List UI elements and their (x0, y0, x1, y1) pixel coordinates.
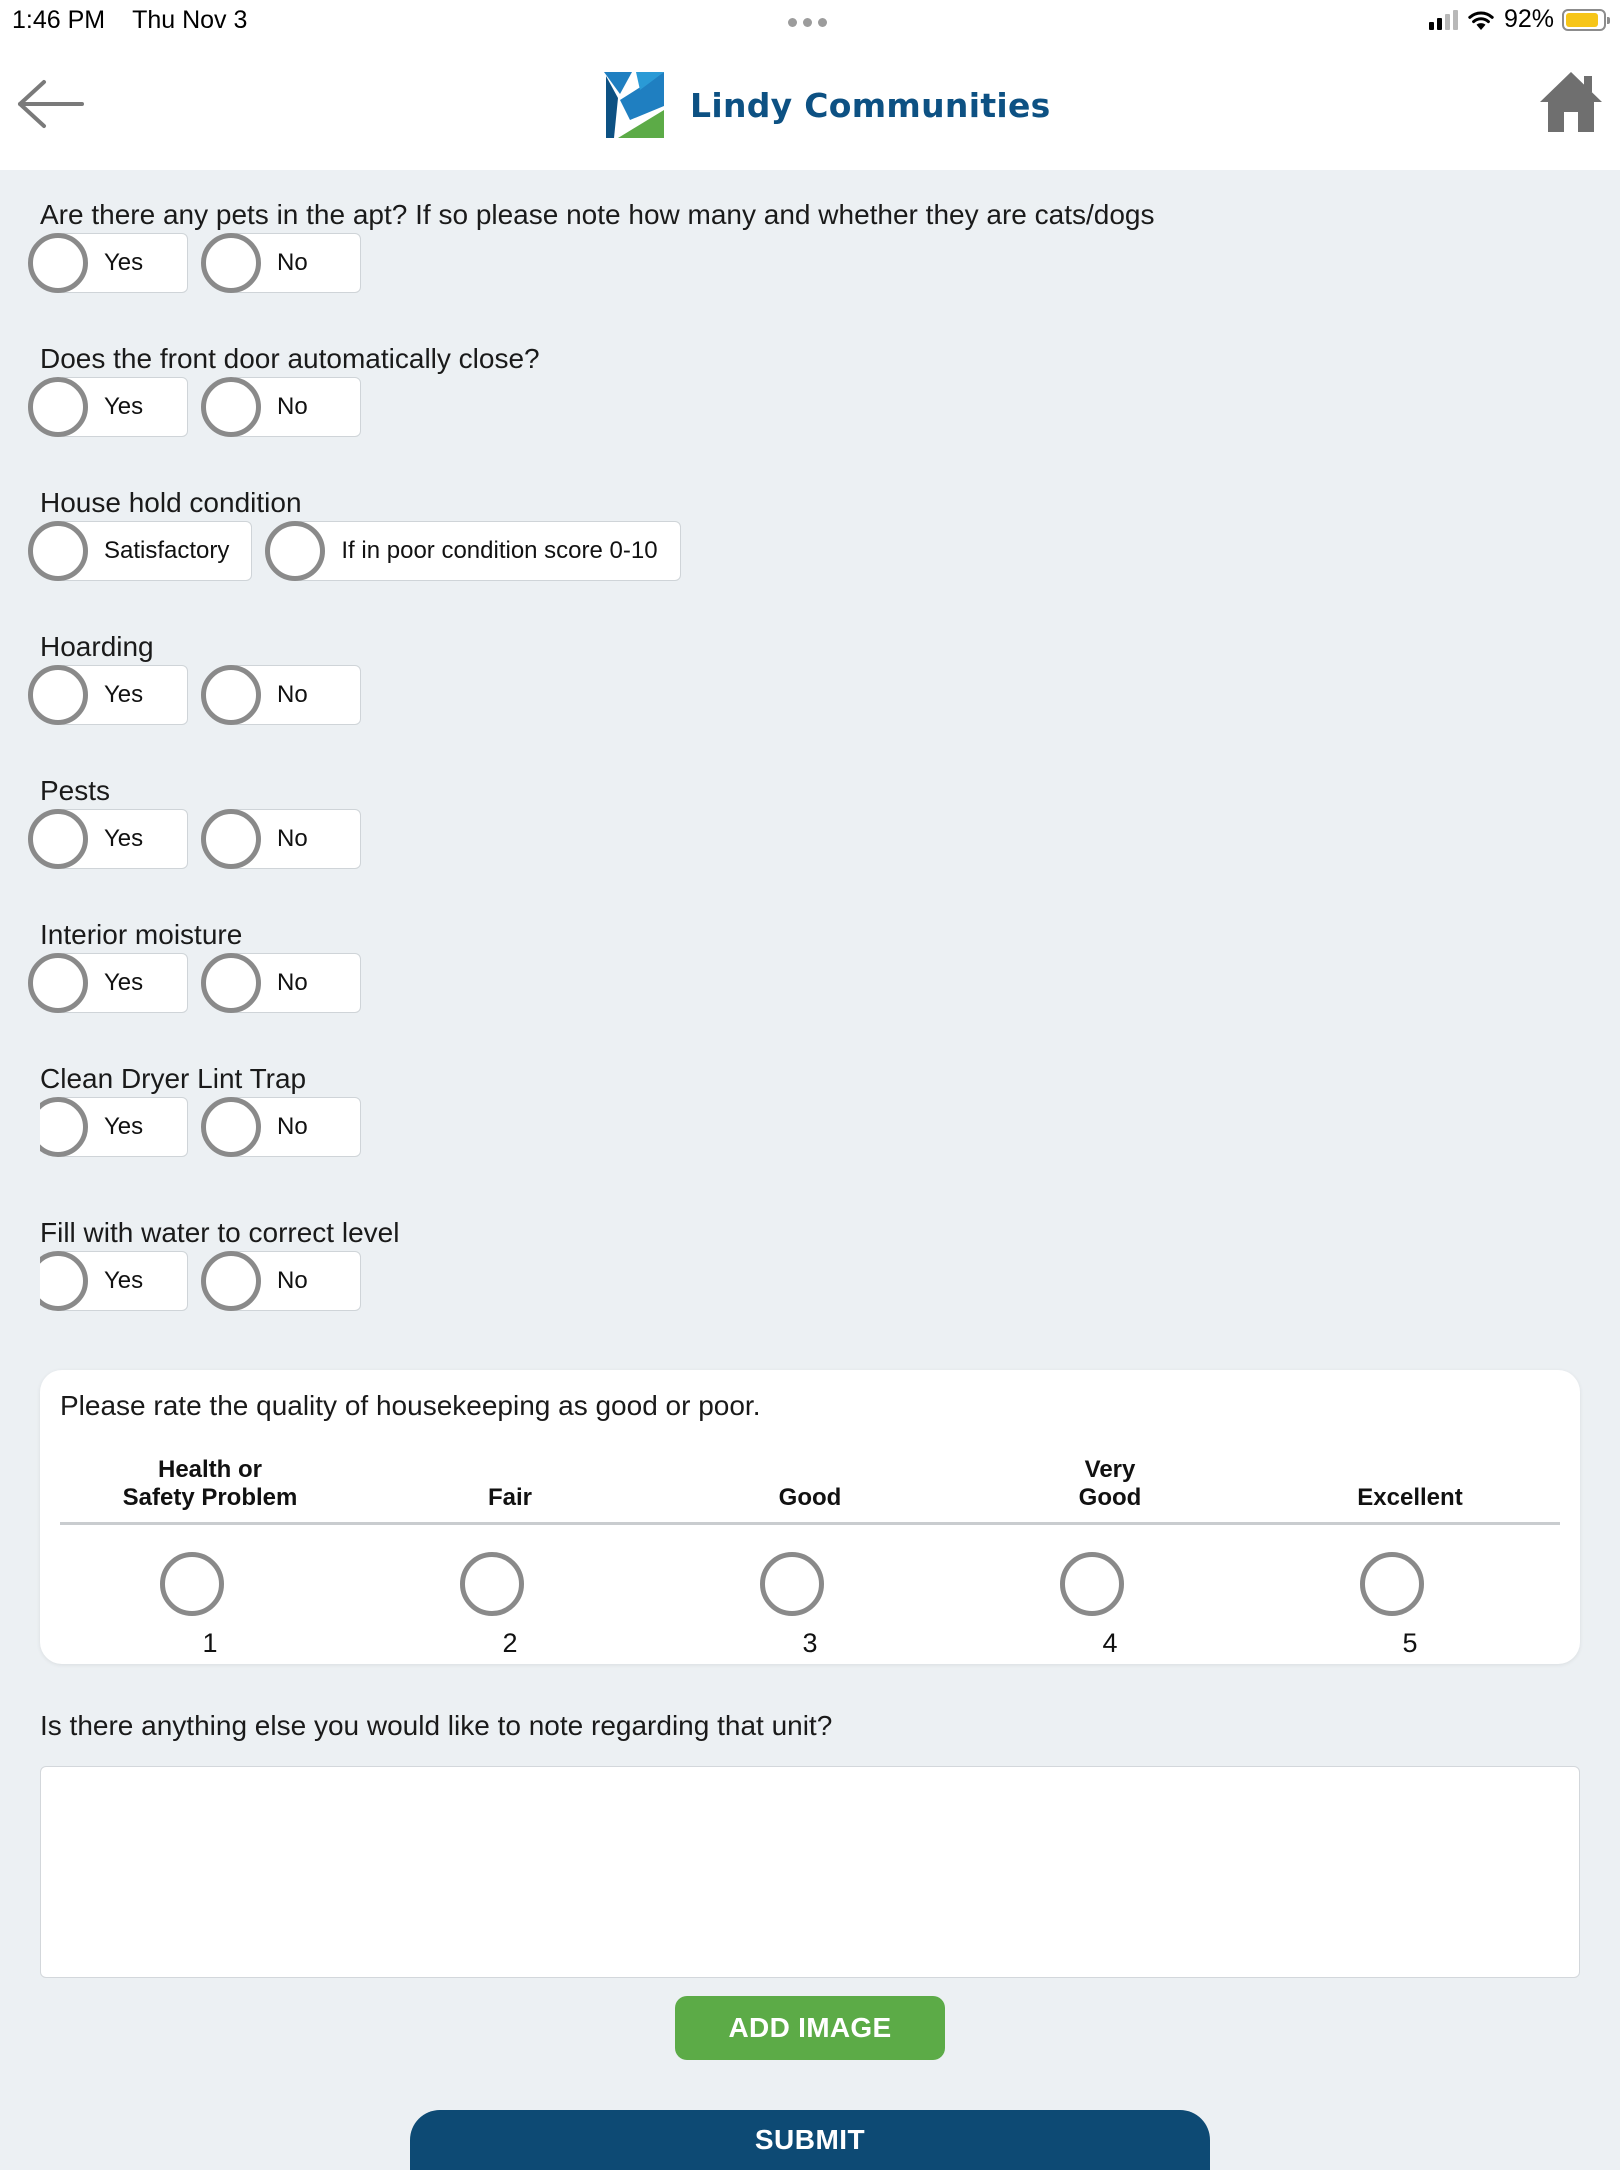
add-image-button[interactable]: ADD IMAGE (675, 1996, 945, 2060)
radio-group (28, 233, 1154, 293)
radio-button[interactable] (201, 1097, 261, 1157)
rating-radio-4[interactable] (1060, 1552, 1124, 1616)
radio-button[interactable] (201, 665, 261, 725)
clock-date: Thu Nov 3 (132, 6, 248, 34)
radio-group (28, 377, 540, 437)
cellular-signal-icon (1429, 10, 1458, 30)
option-yes[interactable] (28, 665, 188, 725)
question-interior-moisture (40, 918, 374, 1013)
question-label: Does the front door automatically close? (40, 343, 540, 374)
radio-group (28, 953, 374, 1013)
radio-button[interactable] (201, 377, 261, 437)
rating-value: 1 (202, 1628, 218, 1658)
radio-button[interactable] (28, 809, 88, 869)
rating-label: Excellent (1357, 1484, 1463, 1511)
option-yes[interactable] (28, 377, 188, 437)
battery-icon (1562, 9, 1606, 31)
radio-button[interactable] (28, 1251, 88, 1311)
question-dryer-lint-trap (40, 1062, 374, 1157)
rating-label: Fair (487, 1484, 532, 1511)
question-label: Are there any pets in the apt? If so please note how many and whether they are cats/dogs (40, 199, 1155, 230)
rating-option-4 (960, 1452, 1260, 1658)
rating-option-3 (660, 1452, 960, 1658)
rating-option-5 (1260, 1452, 1560, 1658)
radio-group (28, 809, 374, 869)
radio-button[interactable] (201, 233, 261, 293)
rating-option-2 (360, 1452, 660, 1658)
battery-percent: 92% (1503, 5, 1554, 33)
radio-button[interactable] (28, 521, 88, 581)
option-yes[interactable] (28, 1097, 188, 1157)
option-yes[interactable] (28, 809, 188, 869)
option-no[interactable] (201, 665, 361, 725)
option-label: Yes (58, 665, 188, 725)
option-label: Yes (58, 1251, 188, 1311)
option-yes[interactable] (28, 1251, 188, 1311)
option-label: Yes (58, 953, 188, 1013)
question-label: Fill with water to correct level (40, 1217, 400, 1248)
question-hoarding (40, 630, 374, 725)
radio-button[interactable] (28, 665, 88, 725)
rating-radio-3[interactable] (760, 1552, 824, 1616)
radio-group (28, 665, 374, 725)
question-label: House hold condition (40, 487, 302, 518)
question-pests (40, 774, 374, 869)
radio-button[interactable] (28, 1097, 88, 1157)
rating-option-1 (60, 1452, 360, 1658)
option-label: No (231, 1251, 361, 1311)
radio-group (28, 521, 694, 581)
wifi-icon (1466, 9, 1496, 31)
rating-question: Please rate the quality of housekeeping as good or poor. (60, 1390, 761, 1421)
radio-button[interactable] (28, 233, 88, 293)
status-indicators (1429, 5, 1606, 34)
option-no[interactable] (201, 809, 361, 869)
rating-divider (60, 1522, 1560, 1525)
option-no[interactable] (201, 953, 361, 1013)
lindy-logo-icon (600, 70, 668, 140)
option-yes[interactable] (28, 953, 188, 1013)
option-label: No (231, 1097, 361, 1157)
question-water-level (40, 1216, 399, 1311)
radio-group (28, 1097, 374, 1157)
radio-button[interactable] (265, 521, 325, 581)
rating-label: Very Good (1078, 1456, 1142, 1511)
radio-button[interactable] (201, 953, 261, 1013)
question-label: Hoarding (40, 631, 154, 662)
brand-name: Lindy Communities (690, 85, 1051, 125)
option-satisfactory[interactable] (28, 521, 252, 581)
status-bar (0, 0, 1620, 40)
submit-button[interactable]: SUBMIT (410, 2110, 1210, 2170)
back-button[interactable] (16, 74, 86, 134)
rating-radio-1[interactable] (160, 1552, 224, 1616)
radio-button[interactable] (28, 953, 88, 1013)
rating-radio-2[interactable] (460, 1552, 524, 1616)
option-label: If in poor condition score 0-10 (295, 521, 680, 581)
status-time (12, 6, 247, 35)
option-label: Satisfactory (58, 521, 252, 581)
rating-value: 3 (802, 1628, 818, 1658)
question-label: Clean Dryer Lint Trap (40, 1063, 307, 1094)
option-yes[interactable] (28, 233, 188, 293)
option-label: Yes (58, 1097, 188, 1157)
radio-group (28, 1251, 399, 1311)
arrow-left-icon (16, 74, 86, 134)
option-label: Yes (58, 377, 188, 437)
option-label: No (231, 233, 361, 293)
option-no[interactable] (201, 1251, 361, 1311)
option-no[interactable] (201, 233, 361, 293)
home-button[interactable] (1538, 70, 1604, 134)
radio-button[interactable] (201, 809, 261, 869)
question-front-door (40, 342, 540, 437)
option-label: No (231, 809, 361, 869)
option-label: Yes (58, 233, 188, 293)
option-label: Yes (58, 809, 188, 869)
clock-time: 1:46 PM (12, 6, 106, 34)
brand (600, 70, 1051, 140)
option-no[interactable] (201, 1097, 361, 1157)
rating-radio-5[interactable] (1360, 1552, 1424, 1616)
notes-textarea[interactable] (40, 1766, 1580, 1978)
housekeeping-rating-card (40, 1370, 1580, 1664)
option-poor-condition[interactable] (265, 521, 680, 581)
option-no[interactable] (201, 377, 361, 437)
notes-label: Is there anything else you would like to note regarding that unit? (40, 1710, 833, 1741)
rating-value: 4 (1102, 1628, 1118, 1658)
rating-value: 2 (502, 1628, 518, 1658)
option-label: No (231, 377, 361, 437)
question-label: Interior moisture (40, 919, 243, 950)
question-household-condition (40, 486, 694, 581)
radio-button[interactable] (28, 377, 88, 437)
option-label: No (231, 665, 361, 725)
multitasking-dots-icon[interactable] (788, 18, 827, 27)
app-header (0, 40, 1620, 170)
radio-button[interactable] (201, 1251, 261, 1311)
question-pets (40, 198, 1154, 293)
rating-value: 5 (1402, 1628, 1418, 1658)
home-icon (1538, 70, 1604, 134)
option-label: No (231, 953, 361, 1013)
rating-label: Health or Safety Problem (122, 1456, 298, 1511)
rating-label: Good (778, 1484, 842, 1511)
question-label: Pests (40, 775, 111, 806)
